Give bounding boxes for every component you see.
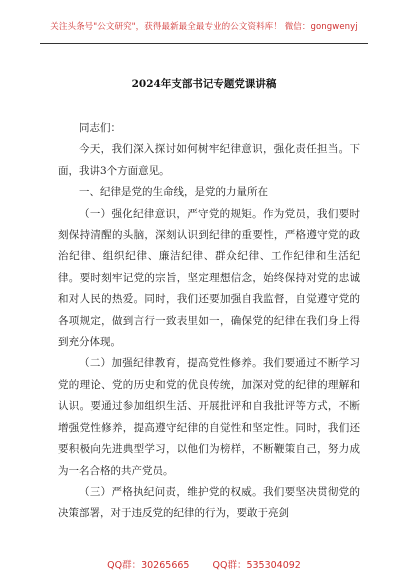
section-heading-1: 一、纪律是党的生命线，是党的力量所在 bbox=[79, 186, 268, 199]
document-title: 2024年支部书记专题党课讲稿 bbox=[131, 78, 277, 90]
footer-contacts bbox=[0, 557, 408, 571]
paragraph-intro: 今天，我们深入探讨如何树牢纪律意识，强化责任担当。下面，我讲3个方面意见。 bbox=[58, 143, 360, 177]
header-banner: 关注头条号"公文研究"，获得最新最全最专业的公文资料库！ 微信：gongwenyj bbox=[50, 22, 358, 32]
footer-qq-group-2: QQ群：535304092 bbox=[212, 560, 301, 571]
footer-qq-group-1: QQ群：30265665 bbox=[107, 560, 190, 571]
document-body bbox=[58, 118, 360, 525]
salutation: 同志们： bbox=[79, 122, 121, 134]
paragraph-1: （一）强化纪律意识，严守党的规矩。作为党员，我们要时刻保持清醒的头脑，深刻认识到纪律的重要性，严格遵守党的政治纪律、组织纪律、廉洁纪律、群众纪律、工作纪律和生活纪律。要时刻牢记党的宗旨，坚定理想信念，始终保持对党的忠诚和对人民的热爱。同时，我们还要加强自我监督，自觉遵守党的各项规定，做到言行一致表里如一，确保党的纪律在我们身上得到充分体现。 bbox=[58, 207, 360, 349]
header-divider bbox=[40, 43, 368, 44]
paragraph-2: （二）加强纪律教育，提高党性修养。我们要通过不断学习党的理论、党的历史和党的优良传统，加深对党的纪律的理解和认识。要通过参加组织生活、开展批评和自我批评等方式，不断增强党性修养，提高遵守纪律的自觉性和坚定性。同时，我们还要积极向先进典型学习，以他们为榜样，不断鞭策自己，努力成为一名合格的共产党员。 bbox=[58, 357, 360, 477]
paragraph-3: （三）严格执纪问责，维护党的权威。我们要坚决贯彻党的决策部署，对于违反党的纪律的行为，要敢于亮剑 bbox=[58, 485, 360, 520]
